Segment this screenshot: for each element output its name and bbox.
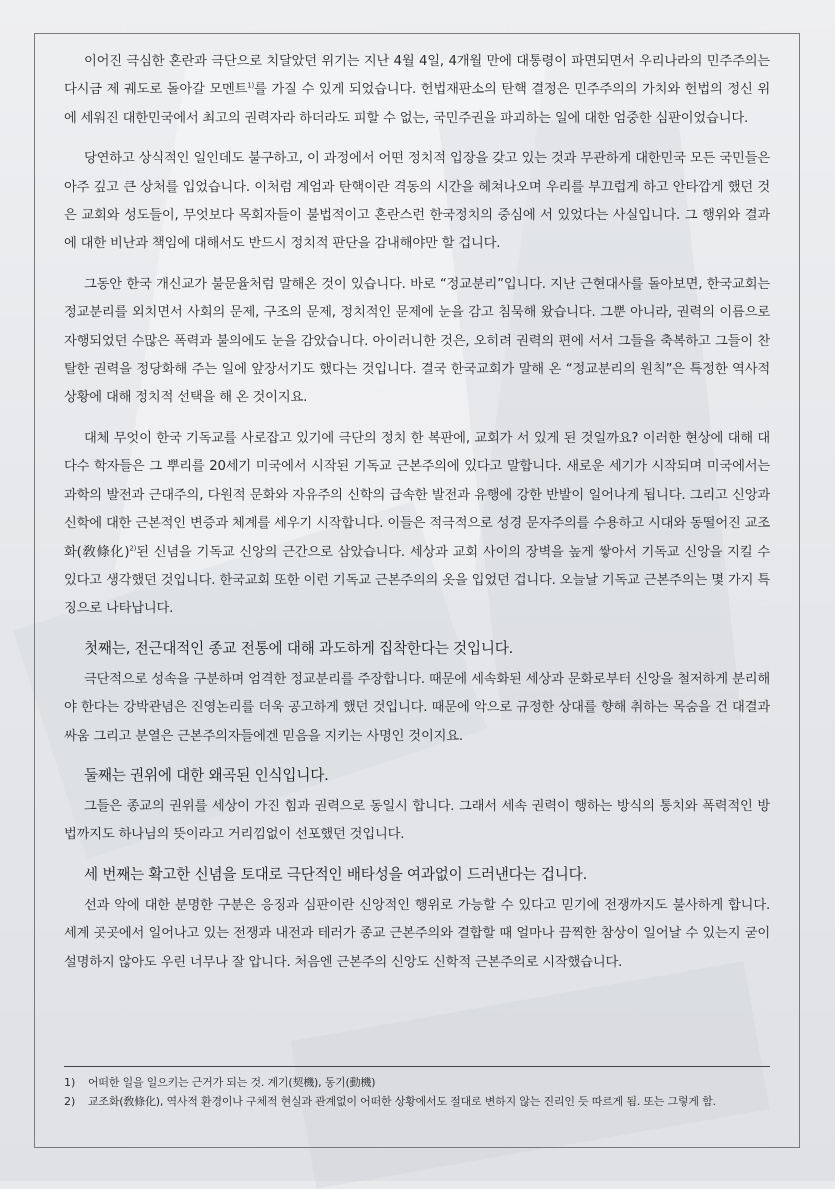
footnote-1 bbox=[64, 1074, 770, 1091]
section-heading-1: 첫째는, 전근대적인 종교 전통에 대해 과도하게 집착한다는 것입니다. bbox=[84, 639, 514, 657]
footnote-ref-2: 2) bbox=[129, 544, 137, 553]
footnote-text: 어떠한 일을 일으키는 근거가 되는 것. 계기(契機), 동기(動機) bbox=[88, 1076, 376, 1089]
footnote-number: 2) bbox=[64, 1095, 76, 1108]
footnote-2 bbox=[64, 1093, 770, 1110]
paragraph-1: 이어진 극심한 혼란과 극단으로 치달았던 위기는 지난 4월 4일, 4개월 만에 대통령이 파면되면서 우리나라의 민주주의는 다시금 제 궤도로 돌아갈 모멘트$^{1)}$를 가질 수 있게 되었습니다. 헌법재판소의 탄핵 결정은 민주주의의 가치와 헌법의 정신 위에 세워진 대한민국에서 최고의 권력자라 하더라도 피할 수 없는, 국민주권을 파괴하는 일에 대한 엄중한 심판이었습니다. bbox=[64, 54, 770, 126]
section-body-1: 극단적으로 성속을 구분하며 엄격한 정교분리를 주장합니다. 때문에 세속화된 세상과 문화로부터 신앙을 철저하게 분리해야 한다는 강박관념은 진영논리를 더욱 공고하게 했던 것입니다. 때문에 악으로 규정한 상대를 향해 취하는 목숨을 건 대결과 싸움 그리고 분열은 근본주의자들에겐 믿음을 지키는 사명인 것이지요. bbox=[64, 671, 770, 744]
footnote-ref-1: 1) bbox=[247, 81, 255, 90]
section-heading-3: 세 번째는 확고한 신념을 토대로 극단적인 배타성을 여과없이 드러낸다는 겁니다. bbox=[84, 865, 588, 883]
paragraph-3: 그동안 한국 개신교가 불문율처럼 말해온 것이 있습니다. 바로 “정교분리”입니다. 지난 근현대사를 돌아보면, 한국교회는 정교분리를 외치면서 사회의 문제, 구조의 문제, 정치적인 문제에 눈을 감고 침묵해 왔습니다. 그뿐 아니라, 권력의 이름으로 자행되었던 수많은 폭력과 불의에도 눈을 감았습니다. 아이러니한 것은, 오히려 권력의 편에 서서 그들을 축복하고 그들이 찬탈한 권력을 정당화해 주는 일에 앞장서기도 했다는 것입니다. 결국 한국교회가 말해 온 “정교분리의 원칙”은 특정한 역사적 상황에 대해 정치적 선택을 해 온 것이지요. bbox=[64, 276, 770, 406]
footnotes bbox=[64, 1074, 770, 1112]
section-body-3: 선과 악에 대한 분명한 구분은 응징과 심판이란 신앙적인 행위로 가능할 수 있다고 믿기에 전쟁까지도 불사하게 합니다. 세계 곳곳에서 일어나고 있는 전쟁과 내전과 테러가 종교 근본주의와 결합할 때 얼마나 끔찍한 참상이 일어날 수 있는지 굳이 설명하지 않아도 우린 너무나 잘 압니다. 처음엔 근본주의 신앙도 신학적 근본주의로 시작했습니다. bbox=[64, 897, 770, 970]
paragraph-4: 대체 무엇이 한국 기독교를 사로잡고 있기에 극단의 정치 한 복판에, 교회가 서 있게 된 것일까요? 이러한 현상에 대해 대다수 학자들은 그 뿌리를 20세기 미국에서 시작된 기독교 근본주의에 있다고 말합니다. 새로운 세기가 시작되며 미국에서는 과학의 발전과 근대주의, 다원적 문화와 자유주의 신학의 급속한 발전과 유행에 강한 반발이 일어나게 됩니다. 그리고 신앙과 신학에 대한 근본적인 변증과 체계를 세우기 시작합니다. 이들은 적극적으로 성경 문자주의를 수용하고 시대와 동떨어진 교조화(敎條化)$^{2)}$된 신념을 기독교 신앙의 근간으로 삼았습니다. 세상과 교회 사이의 장벽을 높게 쌓아서 기독교 신앙을 지킬 수 있다고 생각했던 것입니다. 한국교회 또한 이런 기독교 근본주의의 옷을 입었던 겁니다. 오늘날 기독교 근본주의는 몇 가지 특징으로 나타납니다. bbox=[64, 430, 770, 617]
section-body-2: 그들은 종교의 권위를 세상이 가진 힘과 권력으로 동일시 합니다. 그래서 세속 권력이 행하는 방식의 통치와 폭력적인 방법까지도 하나님의 뜻이라고 거리낌없이 선포했던 것입니다. bbox=[64, 798, 770, 843]
footnote-text: 교조화(敎條化), 역사적 환경이나 구체적 현실과 관계없이 어떠한 상황에서도 절대로 변하지 않는 진리인 듯 따르게 됨. 또는 그렇게 함. bbox=[88, 1095, 716, 1108]
section-heading-2: 둘째는 권위에 대한 왜곡된 인식입니다. bbox=[84, 766, 329, 784]
article-body bbox=[64, 48, 770, 989]
footnote-number: 1) bbox=[64, 1076, 76, 1089]
paragraph-2: 당연하고 상식적인 일인데도 불구하고, 이 과정에서 어떤 정치적 입장을 갖고 있는 것과 무관하게 대한민국 모든 국민들은 아주 깊고 큰 상처를 입었습니다. 이처럼 계엄과 탄핵이란 격동의 시간을 헤쳐나오며 우리를 부끄럽게 하고 안타깝게 했던 것은 교회와 성도들이, 무엇보다 목회자들이 불법적이고 혼란스런 한국정치의 중심에 서 있었다는 사실입니다. 그 행위와 결과에 대한 비난과 책임에 대해서도 반드시 정치적 판단을 감내해야만 할 겁니다. bbox=[64, 151, 770, 252]
footnote-divider bbox=[64, 1066, 770, 1067]
